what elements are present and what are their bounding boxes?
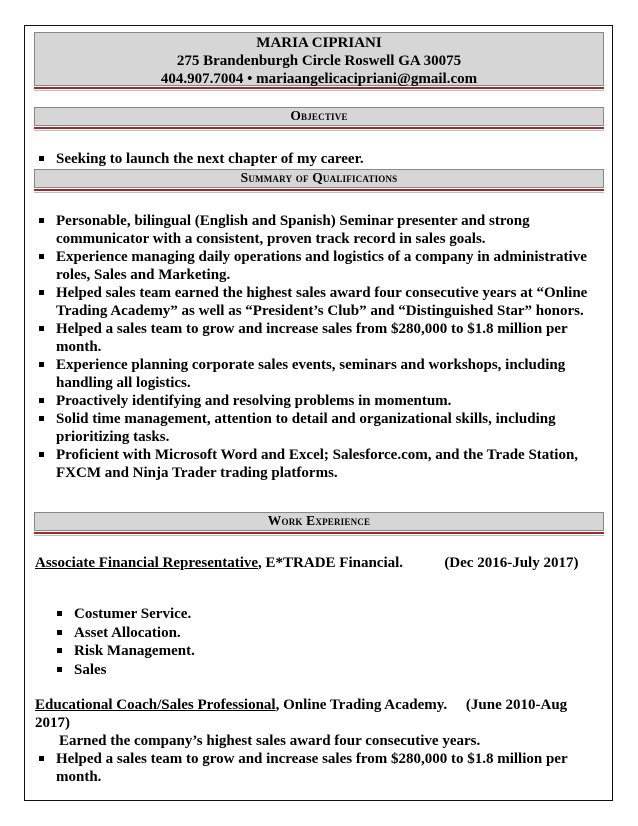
- objective-item: Seeking to launch the next chapter of my career.: [35, 150, 605, 168]
- job-2-note: Earned the company’s highest sales award four consecutive years.: [59, 733, 481, 749]
- qualification-item: Helped sales team earned the highest sales award four consecutive years at “Online Trading Academy” as well as “President’s Club” and “Distinguished Star” honors.: [35, 284, 605, 320]
- job-1-duties: [53, 605, 593, 679]
- resume-page: [24, 25, 613, 801]
- qualifications-list: [35, 212, 605, 482]
- job-1-role: Associate Financial Representative: [35, 555, 259, 571]
- job-2-dates: (June 2010-Aug 2017): [35, 697, 568, 731]
- qualifications-heading: Summary of Qualifications: [240, 170, 398, 185]
- qualification-item: Personable, bilingual (English and Spanish) Seminar presenter and strong communicator with a consistent, proven track record in sales goals.: [35, 212, 605, 248]
- job-2-role: Educational Coach/Sales Professional: [35, 697, 276, 713]
- job-1-duty: Costumer Service.: [53, 605, 593, 624]
- objective-rule: [34, 127, 604, 129]
- qualification-item: Experience planning corporate sales events, seminars and workshops, including handling all logistics.: [35, 356, 605, 392]
- job-2-duty: Helped a sales team to grow and increase sales from $280,000 to $1.8 million per month.: [35, 750, 605, 786]
- address: 275 Brandenburgh Circle Roswell GA 30075: [176, 53, 462, 69]
- job-2-heading: [35, 696, 595, 732]
- candidate-name: MARIA CIPRIANI: [256, 35, 382, 51]
- header-rule: [34, 87, 604, 89]
- objective-heading: Objective: [290, 108, 348, 123]
- job-1-heading: [35, 554, 595, 572]
- job-1-duty: Sales: [53, 661, 593, 680]
- qualifications-rule: [34, 189, 604, 191]
- qualification-item: Proactively identifying and resolving problems in momentum.: [35, 392, 605, 410]
- qualification-item: Helped a sales team to grow and increase sales from $280,000 to $1.8 million per month.: [35, 320, 605, 356]
- header-band: [34, 32, 604, 86]
- job-1-duty: Risk Management.: [53, 642, 593, 661]
- qualification-item: Experience managing daily operations and logistics of a company in administrative roles, Sales and Marketing.: [35, 248, 605, 284]
- work-heading: Work Experience: [267, 513, 371, 528]
- job-2-duties: [35, 750, 605, 786]
- job-1-company: , E*TRADE Financial.: [258, 555, 404, 571]
- header-rule-shadow: [34, 90, 604, 91]
- job-2-company: , Online Trading Academy.: [275, 697, 448, 713]
- qualification-item: Proficient with Microsoft Word and Excel; Salesforce.com, and the Trade Station, FXCM and Ninja Trader trading platforms.: [35, 446, 605, 482]
- qualifications-rule-shadow: [34, 192, 604, 193]
- qualification-item: Solid time management, attention to detail and organizational skills, including prioritizing tasks.: [35, 410, 605, 446]
- work-rule: [34, 532, 604, 534]
- objective-list: [35, 150, 605, 168]
- objective-rule-shadow: [34, 130, 604, 131]
- work-rule-shadow: [34, 535, 604, 536]
- job-1-dates: (Dec 2016-July 2017): [444, 555, 579, 571]
- job-1-duty: Asset Allocation.: [53, 624, 593, 643]
- contact-line: 404.907.7004 • mariaangelicacipriani@gmail.com: [160, 71, 478, 87]
